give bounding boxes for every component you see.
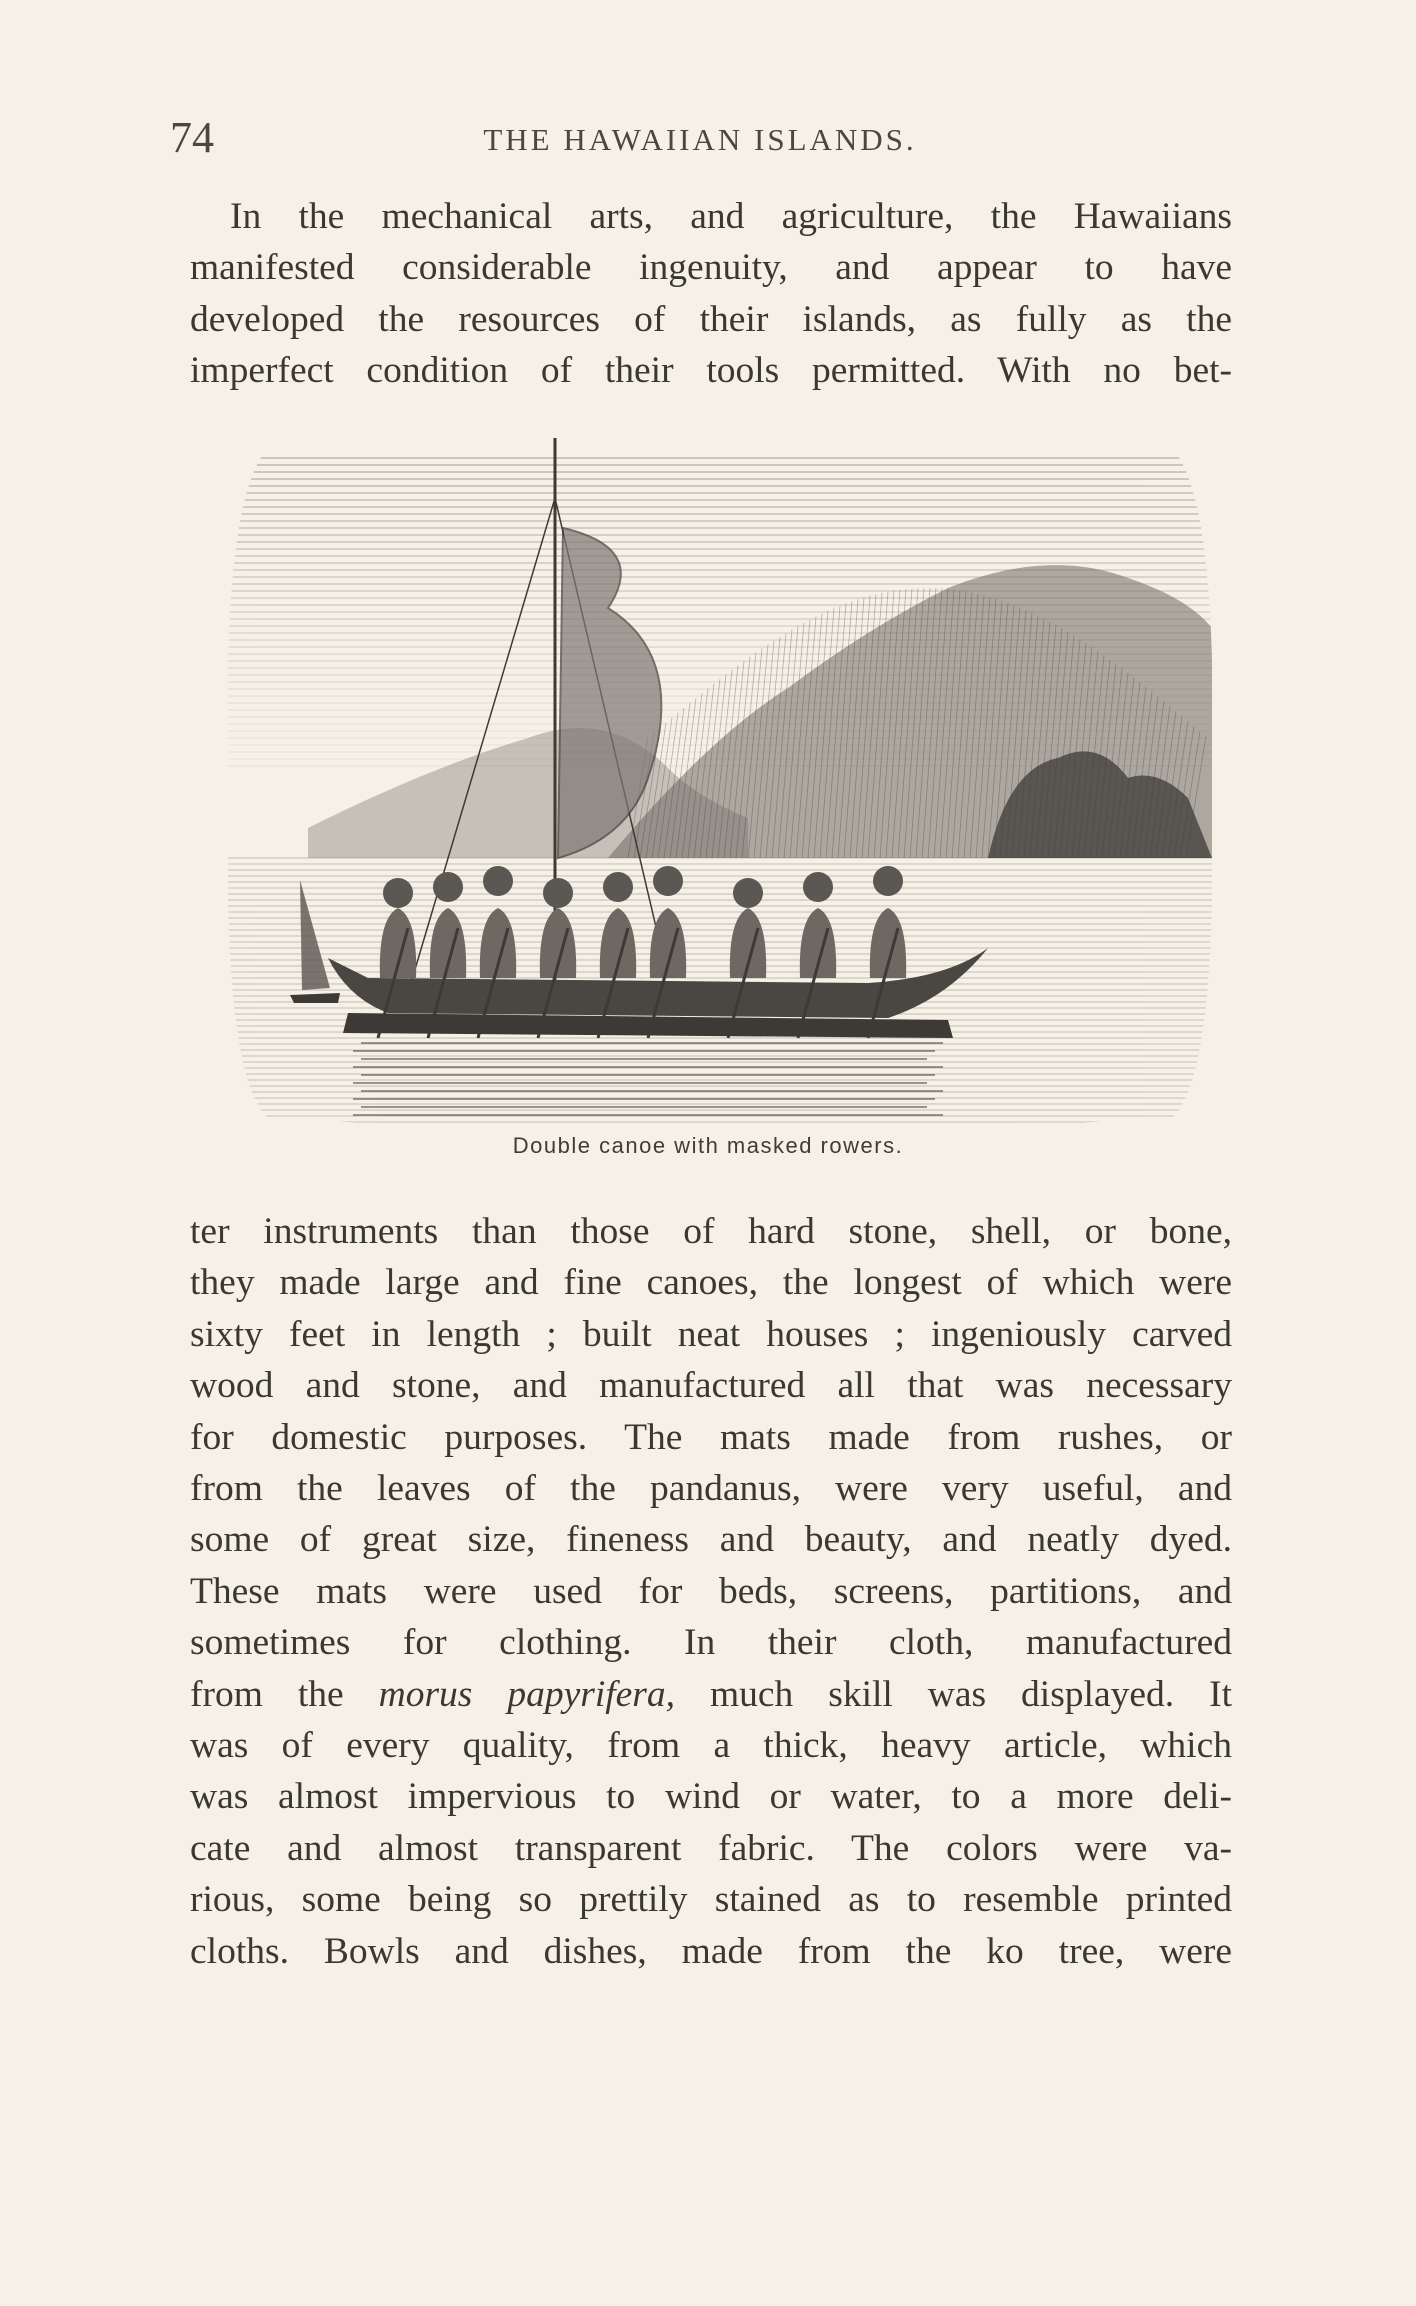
masked-rowers <box>380 866 906 978</box>
rower-head <box>733 878 763 908</box>
rower-head <box>483 866 513 896</box>
rower-head <box>873 866 903 896</box>
page-number: 74 <box>170 113 214 162</box>
text-line: cloths. Bowls and dishes, made from the ko tree, were <box>190 1930 1232 1972</box>
text-line: some of great size, fineness and beauty, and neatly dyed. <box>190 1519 1232 1561</box>
text-line: ter instruments than those of hard stone, shell, or bone, <box>190 1211 1232 1252</box>
text-line: imperfect condition of their tools permitted. With no bet- <box>190 350 1232 392</box>
text-line: they made large and fine canoes, the longest of which were <box>190 1262 1232 1304</box>
text-line: wood and stone, and manufactured all that was necessary <box>190 1365 1232 1407</box>
paragraph-top <box>190 191 1232 397</box>
rower-head <box>543 878 573 908</box>
engraving-illustration <box>228 438 1212 1128</box>
distant-sail <box>290 880 340 1003</box>
text-line: developed the resources of their islands, as fully as the <box>190 298 1232 340</box>
canoe-engraving <box>228 438 1212 1128</box>
paragraph-bottom <box>190 1206 1232 1977</box>
text-line: from the leaves of the pandanus, were very useful, and <box>190 1468 1232 1510</box>
text-line: These mats were used for beds, screens, partitions, and <box>190 1570 1232 1612</box>
text-line: rious, some being so prettily stained as to resemble printed <box>190 1879 1232 1921</box>
text-fragment: much skill was displayed. It <box>709 1673 1232 1715</box>
rower-head <box>803 872 833 902</box>
text-fragment: from the <box>190 1673 344 1715</box>
text-line: for domestic purposes. The mats made from rushes, or <box>190 1416 1232 1458</box>
text-line-with-italic <box>190 1669 1232 1720</box>
text-line: was of every quality, from a thick, heavy article, which <box>190 1725 1232 1767</box>
text-line: manifested considerable ingenuity, and appear to have <box>190 247 1232 289</box>
rower-head <box>603 872 633 902</box>
text-line: In the mechanical arts, and agriculture, the Hawaiians <box>230 196 1232 237</box>
text-line: sometimes for clothing. In their cloth, manufactured <box>190 1622 1232 1664</box>
text-line: cate and almost transparent fabric. The colors were va- <box>190 1827 1232 1869</box>
figure-caption: Double canoe with masked rowers. <box>512 1133 904 1158</box>
text-line: sixty feet in length ; built neat houses ; ingeniously carved <box>190 1313 1232 1355</box>
running-head: THE HAWAIIAN ISLANDS. <box>483 122 917 157</box>
page-header <box>170 112 1230 172</box>
rower-head <box>383 878 413 908</box>
text-line: was almost impervious to wind or water, to a more deli- <box>190 1776 1232 1818</box>
rower-head <box>653 866 683 896</box>
latin-term: morus papyrifera, <box>378 1673 676 1715</box>
double-canoe <box>328 866 988 1038</box>
rower-head <box>433 872 463 902</box>
